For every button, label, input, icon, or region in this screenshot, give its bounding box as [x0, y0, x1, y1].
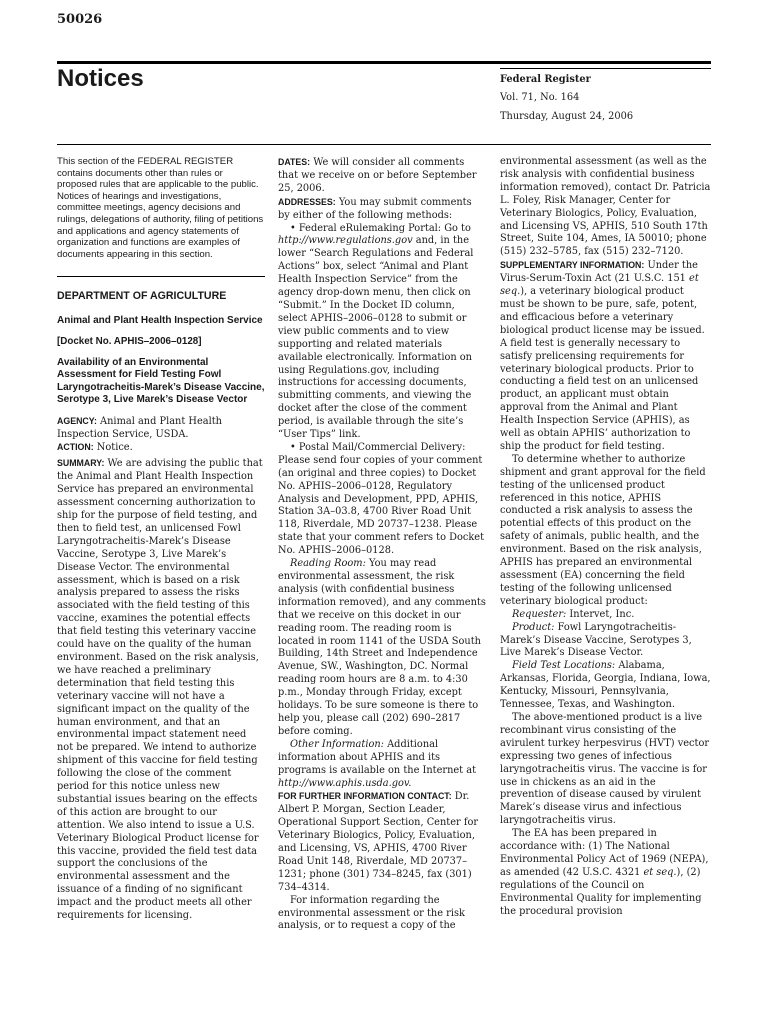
aphis-url[interactable]: http://www.aphis.usda.gov. — [278, 777, 412, 789]
determine-paragraph: To determine whether to authorize shipment and grant approval for the field testing of the unlicensed product referenced in this notice, APHIS conducted a risk analysis to assess the potential effects of this product on the safety of animals, public health, and the environment. Based on the risk analysis, APHIS has prepared an environmental assessment (EA) concerning the field testing of the following unlicensed veterinary biological product: — [500, 453, 706, 607]
department-heading: DEPARTMENT OF AGRICULTURE — [57, 290, 227, 303]
ea-text: ), (2) regulations of the Council on Environmental Quality for implementing the procedural provision — [500, 866, 702, 917]
dates-text: We will consider all comments that we receive on or before September 25, 2006. — [278, 157, 477, 194]
column-2 — [278, 156, 486, 933]
column-3 — [500, 156, 711, 918]
publication-date: Thursday, August 24, 2006 — [500, 111, 634, 122]
ea-paragraph — [500, 828, 711, 918]
supplementary-intro: Under the Virus-Serum-Toxin Act (21 U.S.C. 151 — [500, 260, 698, 285]
reading-room-label: Reading Room: — [290, 558, 366, 570]
product-text: Fowl Laryngotracheitis-Marek’s Disease Vaccine, Serotypes 3, Live Marek’s Disease Vector. — [500, 621, 692, 659]
publication-name: Federal Register — [500, 74, 591, 85]
product-paragraph — [500, 622, 711, 661]
other-info-text: Additional information about APHIS and its programs is available on the Internet at — [278, 738, 477, 776]
docket-number: [Docket No. APHIS–2006–0128] — [57, 335, 202, 347]
agency-heading: Animal and Plant Health Inspection Service — [57, 315, 263, 327]
reading-room-text: You may read environmental assessment, the risk analysis (with confidential business information removed), and any comments that we receive on this docket in our reading room. The reading room is located in room 1141 of the USDA South Building, 14th Street and Independence Avenue, SW., Washington, DC. Normal reading room hours are 8 a.m. to 4:30 p.m., Monday through Friday, except holidays. To be sure someone is there to help you, please call (202) 690–2817 before coming. — [278, 558, 486, 737]
portal-bullet — [278, 223, 486, 442]
reading-room-paragraph — [278, 558, 486, 739]
portal-bullet-text: and, in the lower “Search Regulations and Federal Actions” box, select “Animal and Plant Health Inspection Service” from the agency drop-down menu, then click on “Submit.” In the Docket ID column, select APHIS–2006–0128 to submit or view public comments and to view supporting and related materials available electronically. Information on using Regulations.gov, including instructions for accessing documents, submitting comments, and viewing the docket after the close of the comment period, is available through the site’s “User Tips” link. — [278, 235, 474, 441]
ea-intro: The EA has been prepared in accordance with: (1) The National Environmental Policy Act of 1969 (NEPA), as amended (42 U.S.C. 4321 — [500, 828, 709, 878]
section-title: Notices — [57, 65, 144, 92]
page-number: 50026 — [57, 12, 103, 27]
agency-label: AGENCY: — [57, 415, 97, 426]
addresses-text: You may submit comments by either of the following methods: — [278, 196, 472, 221]
contact-label: FOR FURTHER INFORMATION CONTACT: — [278, 791, 452, 802]
addresses-label: ADDRESSES: — [278, 196, 336, 207]
action-label: ACTION: — [57, 442, 94, 453]
requester-text: Intervet, Inc. — [566, 608, 635, 620]
section-intro: This section of the FEDERAL REGISTER contains documents other than rules or proposed rules that are applicable to the public. Notices of hearings and investigations, committee meetings, agency decisions and rulings, delegations of authority, filing of petitions and applications and agency statements of organization and functions are examples of documents appearing in this section. — [57, 156, 264, 260]
dates-paragraph — [278, 156, 486, 196]
action-text: Notice. — [96, 442, 133, 454]
addresses-paragraph — [278, 196, 486, 223]
masthead — [500, 74, 711, 129]
column-1 — [57, 156, 265, 923]
portal-bullet-intro: • Federal eRulemaking Portal: Go to — [290, 222, 471, 234]
masthead-rule — [500, 68, 711, 69]
document-title: Availability of an Environmental Assessment for Field Testing Fowl Laryngotracheitis-Marek’s Disease Vaccine, Serotype 3, Live Marek’s Disease Vector — [57, 356, 265, 406]
product-description-paragraph: The above-mentioned product is a live recombinant virus consisting of the avirulent turkey herpesvirus (HVT) vector expressing two genes of infectious laryngotracheitis virus. The vaccine is for use in chickens as an aid in the prevention of disease caused by virulent Marek’s disease virus and infectious laryngotracheitis virus. — [500, 711, 710, 827]
supplementary-et-seq: et seq. — [500, 273, 699, 298]
regulations-url[interactable]: http://www.regulations.gov — [278, 235, 413, 247]
requester-paragraph — [500, 609, 711, 622]
action-paragraph — [57, 441, 265, 455]
supplementary-text: ), a veterinary biological product must be shown to be pure, safe, potent, and efficacious before a veterinary biological product license may be issued. A field test is generally necessary to satisfy prelicensing requirements for veterinary biological products. Prior to conducting a field test on an unlicensed product, an applicant must obtain approval from the Animal and Plant Health Inspection Service (APHIS), as well as obtain APHIS’ authorization to ship the product for field testing. — [500, 286, 705, 452]
agency-paragraph — [57, 415, 265, 442]
summary-label: SUMMARY: — [57, 458, 105, 469]
requester-label: Requester: — [512, 608, 567, 620]
supplementary-label: SUPPLEMENTARY INFORMATION: — [500, 260, 645, 271]
product-label: Product: — [512, 621, 555, 633]
volume-number: Vol. 71, No. 164 — [500, 92, 580, 103]
dates-label: DATES: — [278, 157, 311, 167]
contact-continued: environmental assessment (as well as the risk analysis with confidential business information removed), contact Dr. Patricia L. Foley, Risk Manager, Center for Veterinary Biologics, Policy, Evaluation, and Licensing VS, APHIS, 510 South 17th Street, Suite 104, Ames, IA 50010; phone (515) 232–5785, fax (515) 232–7120. — [500, 156, 711, 258]
mail-bullet: • Postal Mail/Commercial Delivery: Please send four copies of your comment (an original and three copies) to Docket No. APHIS–2006–0128, Regulatory Analysis and Development, PPD, APHIS, Station 3A–03.8, 4700 River Road Unit 118, Riverdale, MD 20737–1238. Please state that your comment refers to Docket No. APHIS–2006–0128. — [278, 441, 485, 557]
column-divider — [57, 276, 265, 277]
agency-text: Animal and Plant Health Inspection Service, USDA. — [57, 415, 222, 440]
contact-text: Dr. Albert P. Morgan, Section Leader, Operational Support Section, Center for Veterinary Biologics, Policy, Evaluation, and Licensing, VS, APHIS, 4700 River Road Unit 148, Riverdale, MD 20737–1231; phone (301) 734–8245, fax (301) 734–4314. — [278, 791, 479, 893]
ea-et-seq: et seq. — [643, 866, 677, 878]
summary-text: We are advising the public that the Animal and Plant Health Inspection Service has prepared an environmental assessment concerning authorization to ship for the purpose of field testing, and then to field test, an unlicensed Fowl Laryngotracheitis-Marek’s Disease Vaccine, Serotype 3, Live Marek’s Disease Vector. The environmental assessment, which is based on a risk analysis prepared to assess the risks associated with the field testing of this vaccine, examines the potential effects that field testing this veterinary vaccine could have on the quality of the human environment. Based on the risk analysis, we have reached a preliminary determination that field testing this veterinary vaccine will not have a significant impact on the quality of the human environment, and that an environmental impact statement need not be prepared. We intend to authorize shipment of this vaccine for field testing following the close of the comment period for this notice unless new substantial issues bearing on the effects of this action are brought to our attention. We also intend to issue a U.S. Veterinary Biological Product license for this vaccine, provided the field test data support the conclusions of the environmental assessment and the issuance of a finding of no significant impact and the product meets all other requirements for licensing. — [57, 458, 263, 922]
locations-text: Alabama, Arkansas, Florida, Georgia, Indiana, Iowa, Kentucky, Missouri, Pennsylvania, Tennessee, Texas, and Washington. — [500, 660, 711, 711]
contact-paragraph — [278, 790, 486, 894]
info-paragraph: For information regarding the environmental assessment or the risk analysis, or to request a copy of the — [278, 894, 465, 932]
summary-paragraph — [57, 457, 265, 923]
locations-label: Field Test Locations: — [512, 660, 616, 672]
locations-paragraph — [500, 660, 711, 712]
masthead-bottom-rule — [57, 144, 711, 145]
supplementary-paragraph — [500, 259, 711, 454]
header-rule — [57, 61, 711, 64]
other-info-paragraph — [278, 739, 486, 791]
other-info-label: Other Information: — [290, 738, 384, 750]
